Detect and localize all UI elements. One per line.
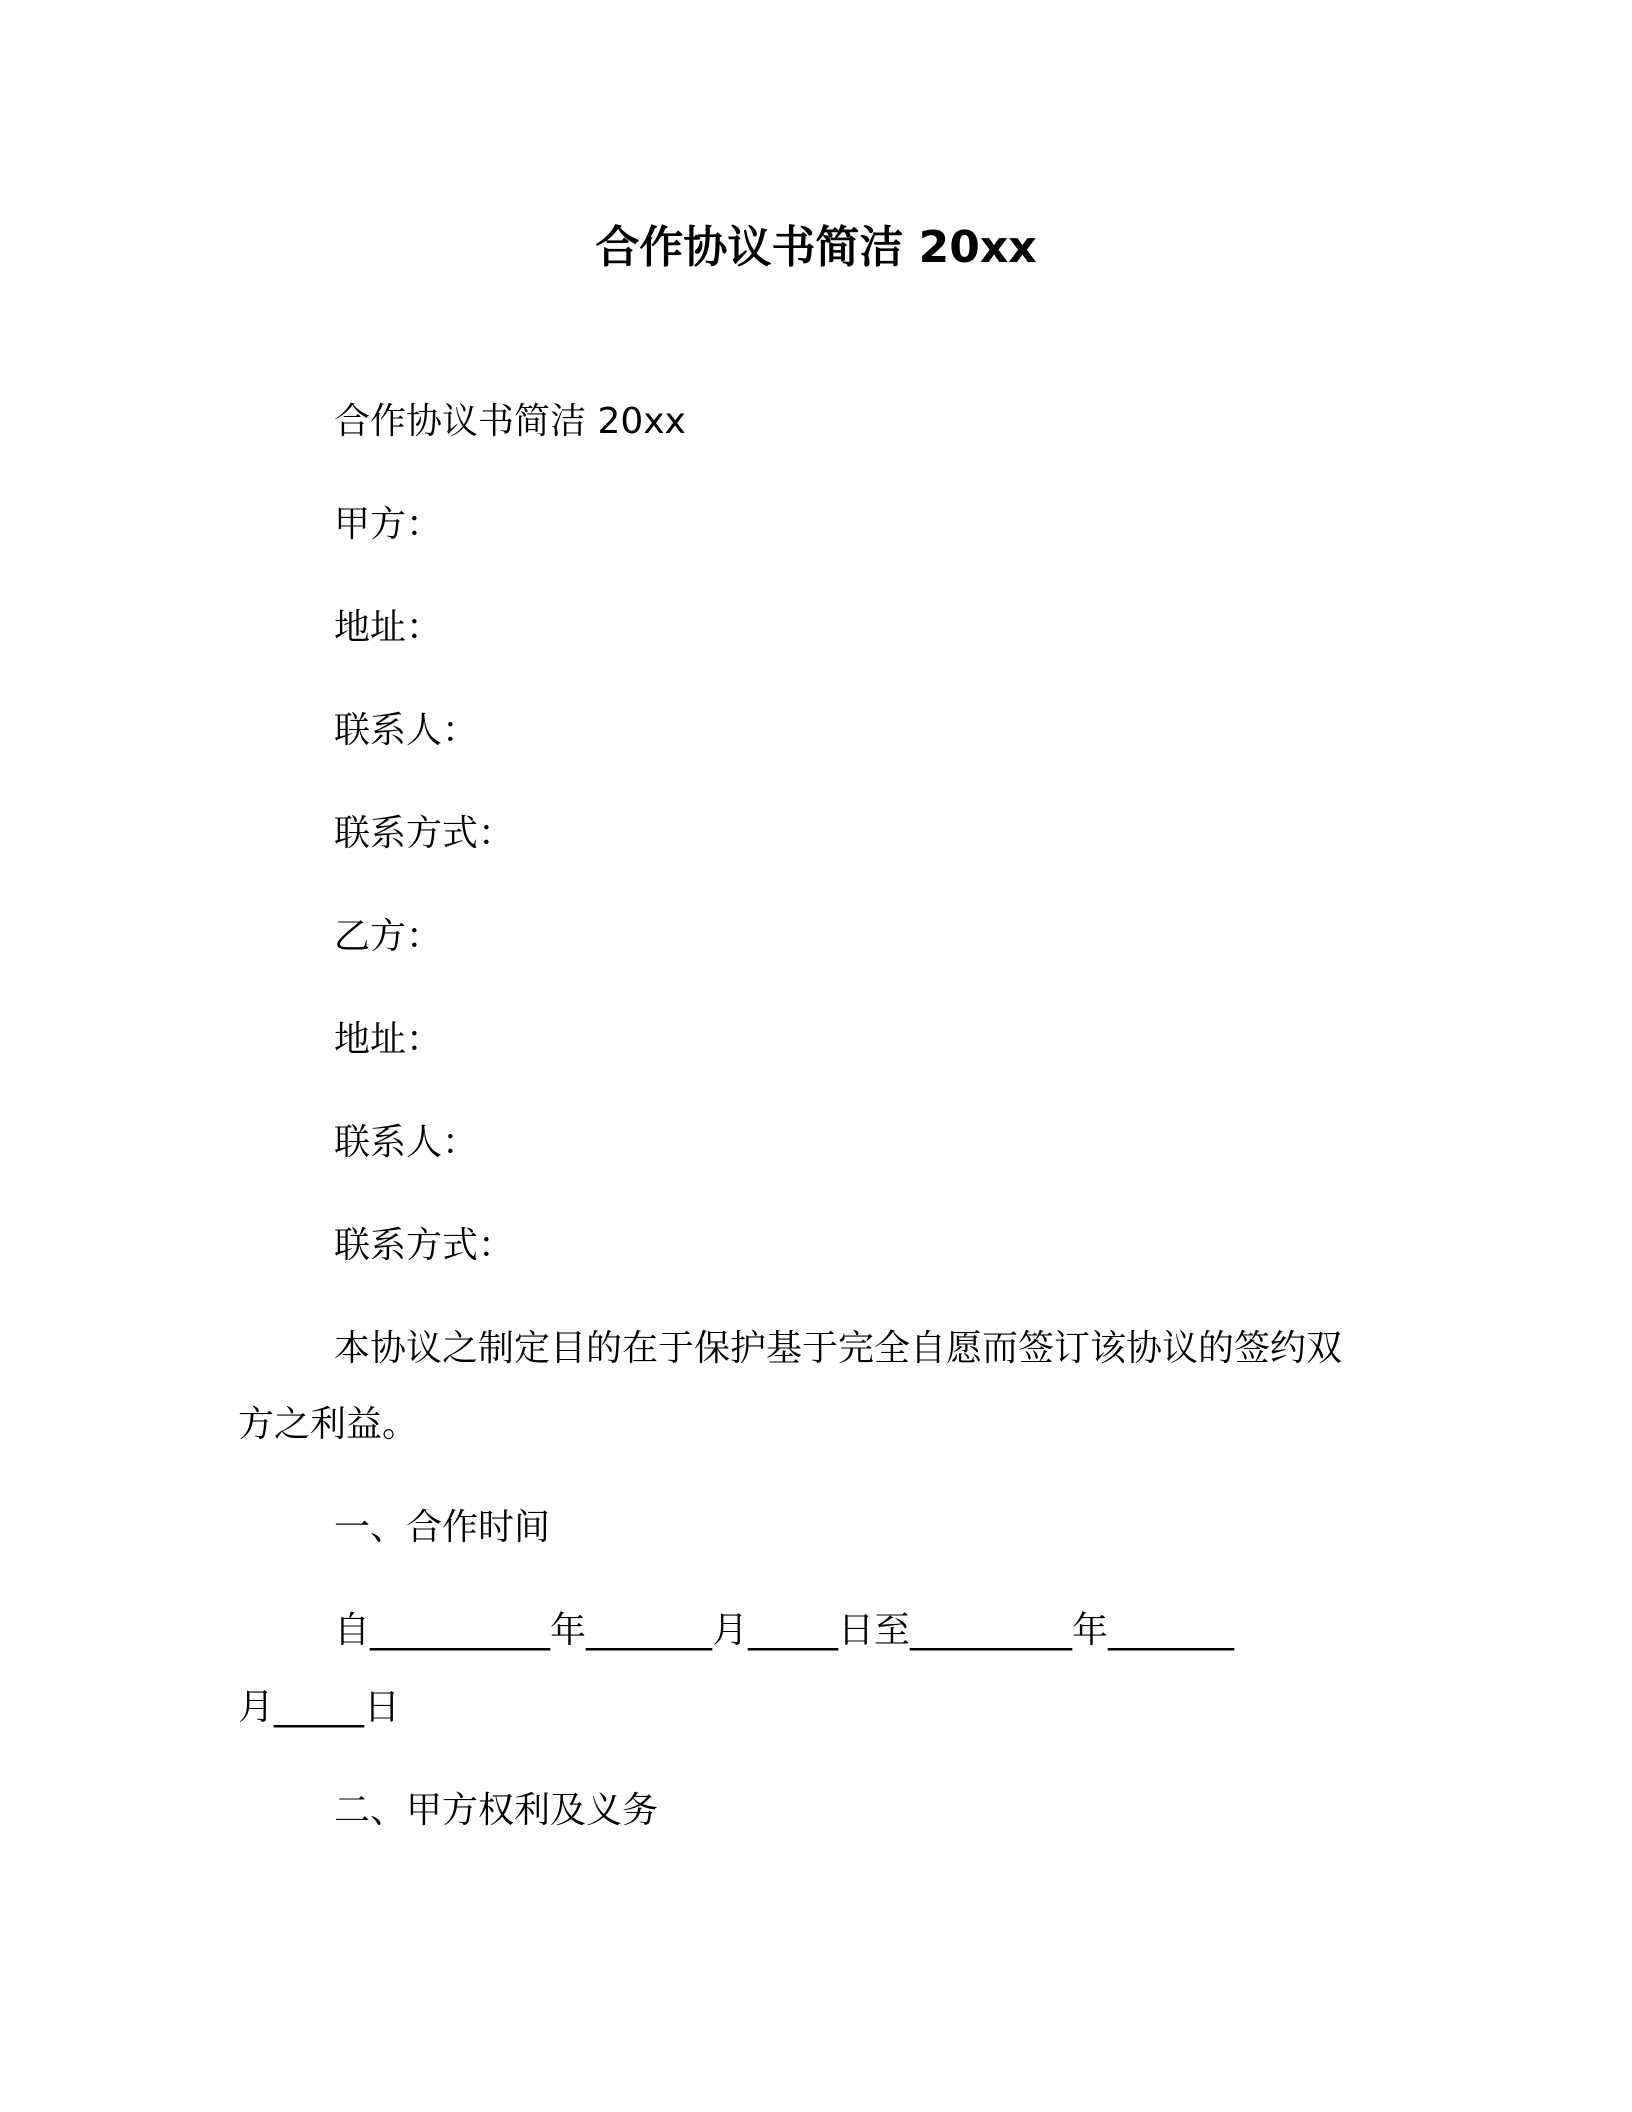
cooperation-period-line-1: 自__________年_______月_____日至_________年_______ bbox=[334, 1610, 1234, 1651]
party-b-contact-label: 联系人： bbox=[334, 1122, 479, 1163]
party-a-contact-label: 联系人： bbox=[334, 710, 479, 751]
cooperation-period-line-2: 月_____日 bbox=[238, 1687, 401, 1728]
document-title: 合作协议书简洁 20xx bbox=[595, 222, 1037, 273]
purpose-paragraph-line-1: 本协议之制定目的在于保护基于完全自愿而签订该协议的签约双 bbox=[334, 1328, 1343, 1369]
party-a-address-label: 地址： bbox=[334, 607, 443, 648]
purpose-paragraph-line-2: 方之利益。 bbox=[238, 1404, 419, 1445]
party-b-address-label: 地址： bbox=[334, 1019, 443, 1060]
subtitle-line: 合作协议书简洁 20xx bbox=[334, 401, 686, 442]
party-a-label: 甲方： bbox=[334, 504, 443, 545]
party-b-label: 乙方： bbox=[334, 916, 443, 957]
party-a-phone-label: 联系方式： bbox=[334, 813, 515, 854]
section-2-heading: 二、甲方权利及义务 bbox=[334, 1790, 659, 1831]
section-1-heading: 一、合作时间 bbox=[334, 1507, 551, 1548]
party-b-phone-label: 联系方式： bbox=[334, 1225, 515, 1266]
